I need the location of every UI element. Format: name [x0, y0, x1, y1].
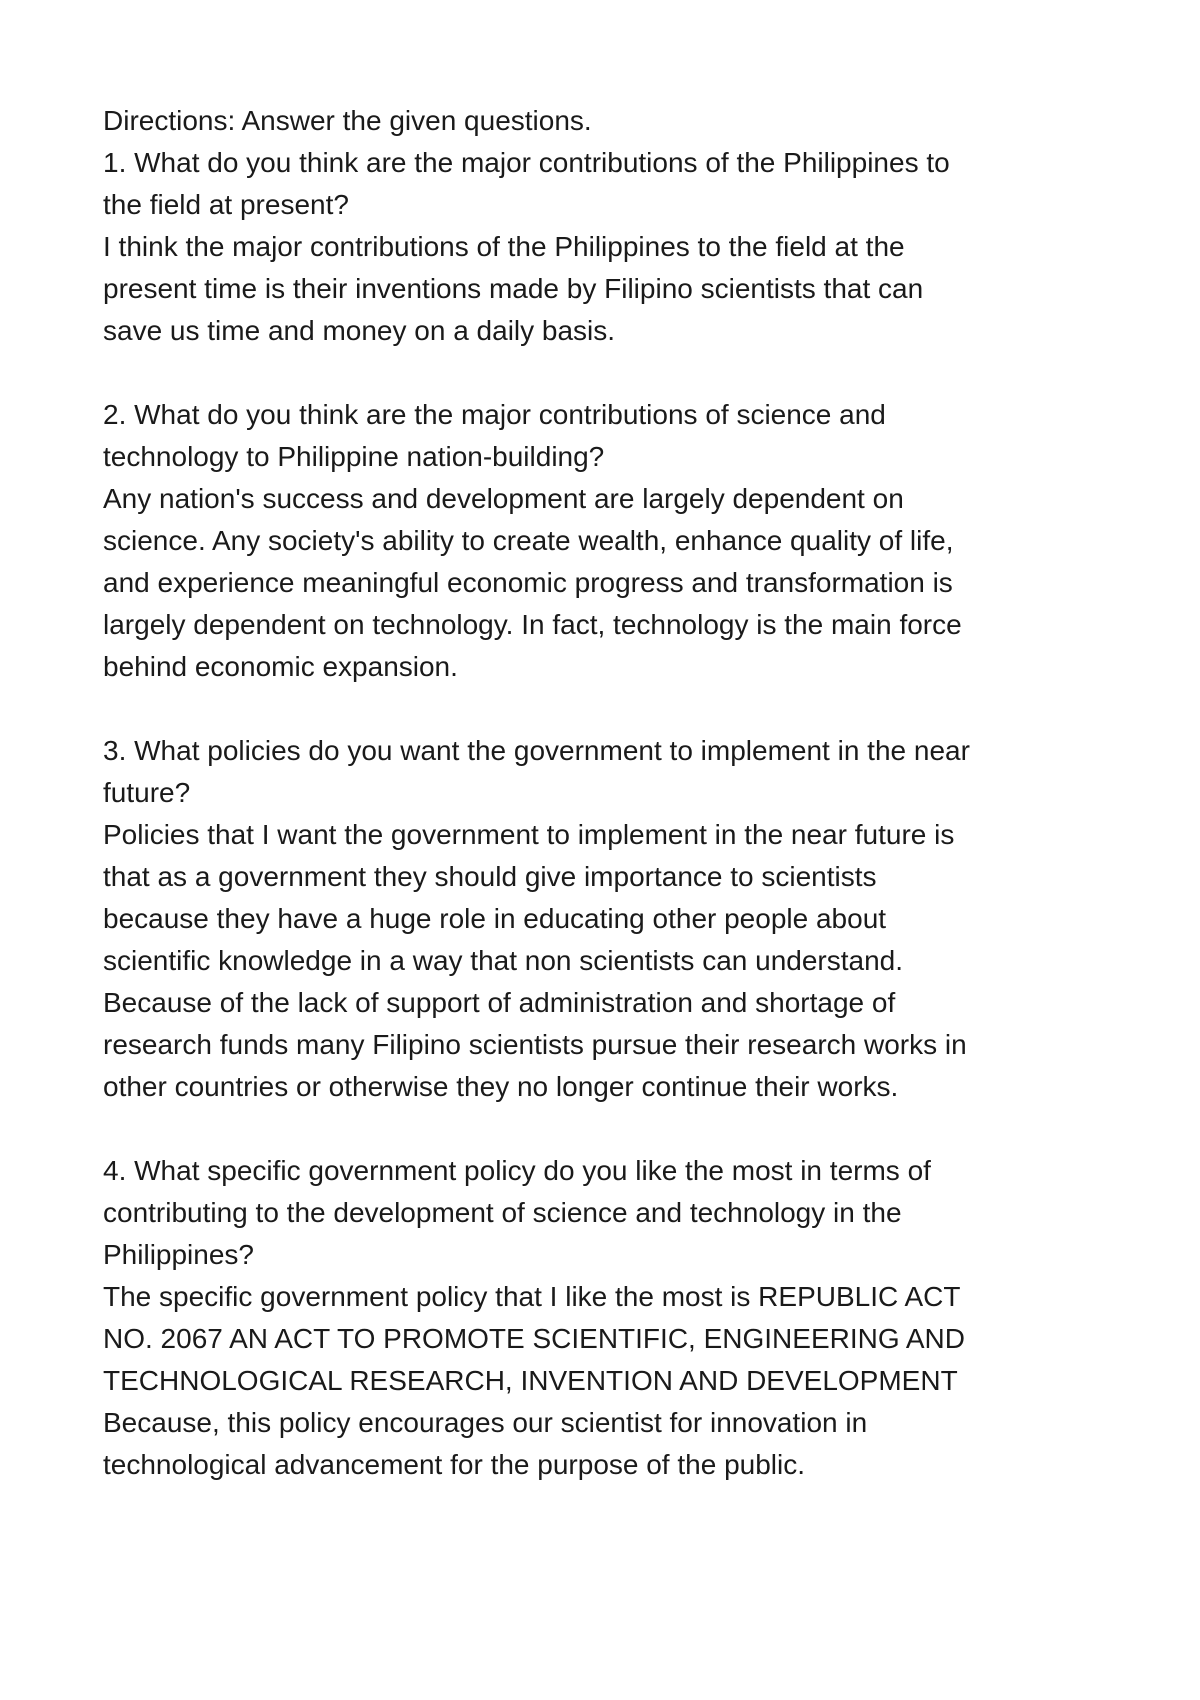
question-4-line-3: Philippines? — [103, 1239, 254, 1270]
answer-3-line-2: that as a government they should give importance to scientists — [103, 861, 877, 892]
answer-4-line-3: TECHNOLOGICAL RESEARCH, INVENTION AND DEVELOPMENT — [103, 1365, 958, 1396]
answer-3-line-1: Policies that I want the government to implement in the near future is — [103, 819, 955, 850]
question-3-line-1: 3. What policies do you want the government to implement in the near — [103, 735, 970, 766]
question-block-4 — [103, 1150, 1103, 1486]
answer-1-line-2: present time is their inventions made by Filipino scientists that can — [103, 273, 924, 304]
question-block-1 — [103, 142, 1103, 352]
answer-3-line-5: Because of the lack of support of administration and shortage of — [103, 987, 896, 1018]
answer-3-line-3: because they have a huge role in educating other people about — [103, 903, 887, 934]
directions: Directions: Answer the given questions. — [103, 105, 592, 136]
question-2-line-2: technology to Philippine nation-building? — [103, 441, 605, 472]
question-4-line-2: contributing to the development of science and technology in the — [103, 1197, 902, 1228]
document-body — [103, 100, 1103, 1486]
answer-1-line-3: save us time and money on a daily basis. — [103, 315, 616, 346]
answer-1-line-1: I think the major contributions of the Philippines to the field at the — [103, 231, 905, 262]
answer-2-line-5: behind economic expansion. — [103, 651, 458, 682]
answer-2-line-4: largely dependent on technology. In fact, technology is the main force — [103, 609, 962, 640]
answer-4-line-4: Because, this policy encourages our scientist for innovation in — [103, 1407, 868, 1438]
answer-4-line-2: NO. 2067 AN ACT TO PROMOTE SCIENTIFIC, ENGINEERING AND — [103, 1323, 965, 1354]
paragraph-gap — [103, 1108, 1103, 1150]
question-3-line-2: future? — [103, 777, 191, 808]
question-block-3 — [103, 730, 1103, 1108]
answer-3-line-7: other countries or otherwise they no longer continue their works. — [103, 1071, 899, 1102]
answer-4-line-1: The specific government policy that I like the most is REPUBLIC ACT — [103, 1281, 961, 1312]
question-2-line-1: 2. What do you think are the major contributions of science and — [103, 399, 886, 430]
paragraph-gap — [103, 688, 1103, 730]
question-4-line-1: 4. What specific government policy do you like the most in terms of — [103, 1155, 931, 1186]
answer-2-line-3: and experience meaningful economic progress and transformation is — [103, 567, 953, 598]
answer-3-line-6: research funds many Filipino scientists pursue their research works in — [103, 1029, 967, 1060]
question-block-2 — [103, 394, 1103, 688]
answer-3-line-4: scientific knowledge in a way that non scientists can understand. — [103, 945, 904, 976]
answer-4-line-5: technological advancement for the purpose of the public. — [103, 1449, 806, 1480]
answer-2-line-1: Any nation's success and development are largely dependent on — [103, 483, 904, 514]
paragraph-gap — [103, 352, 1103, 394]
question-1-line-1: 1. What do you think are the major contributions of the Philippines to — [103, 147, 950, 178]
question-1-line-2: the field at present? — [103, 189, 349, 220]
answer-2-line-2: science. Any society's ability to create wealth, enhance quality of life, — [103, 525, 954, 556]
